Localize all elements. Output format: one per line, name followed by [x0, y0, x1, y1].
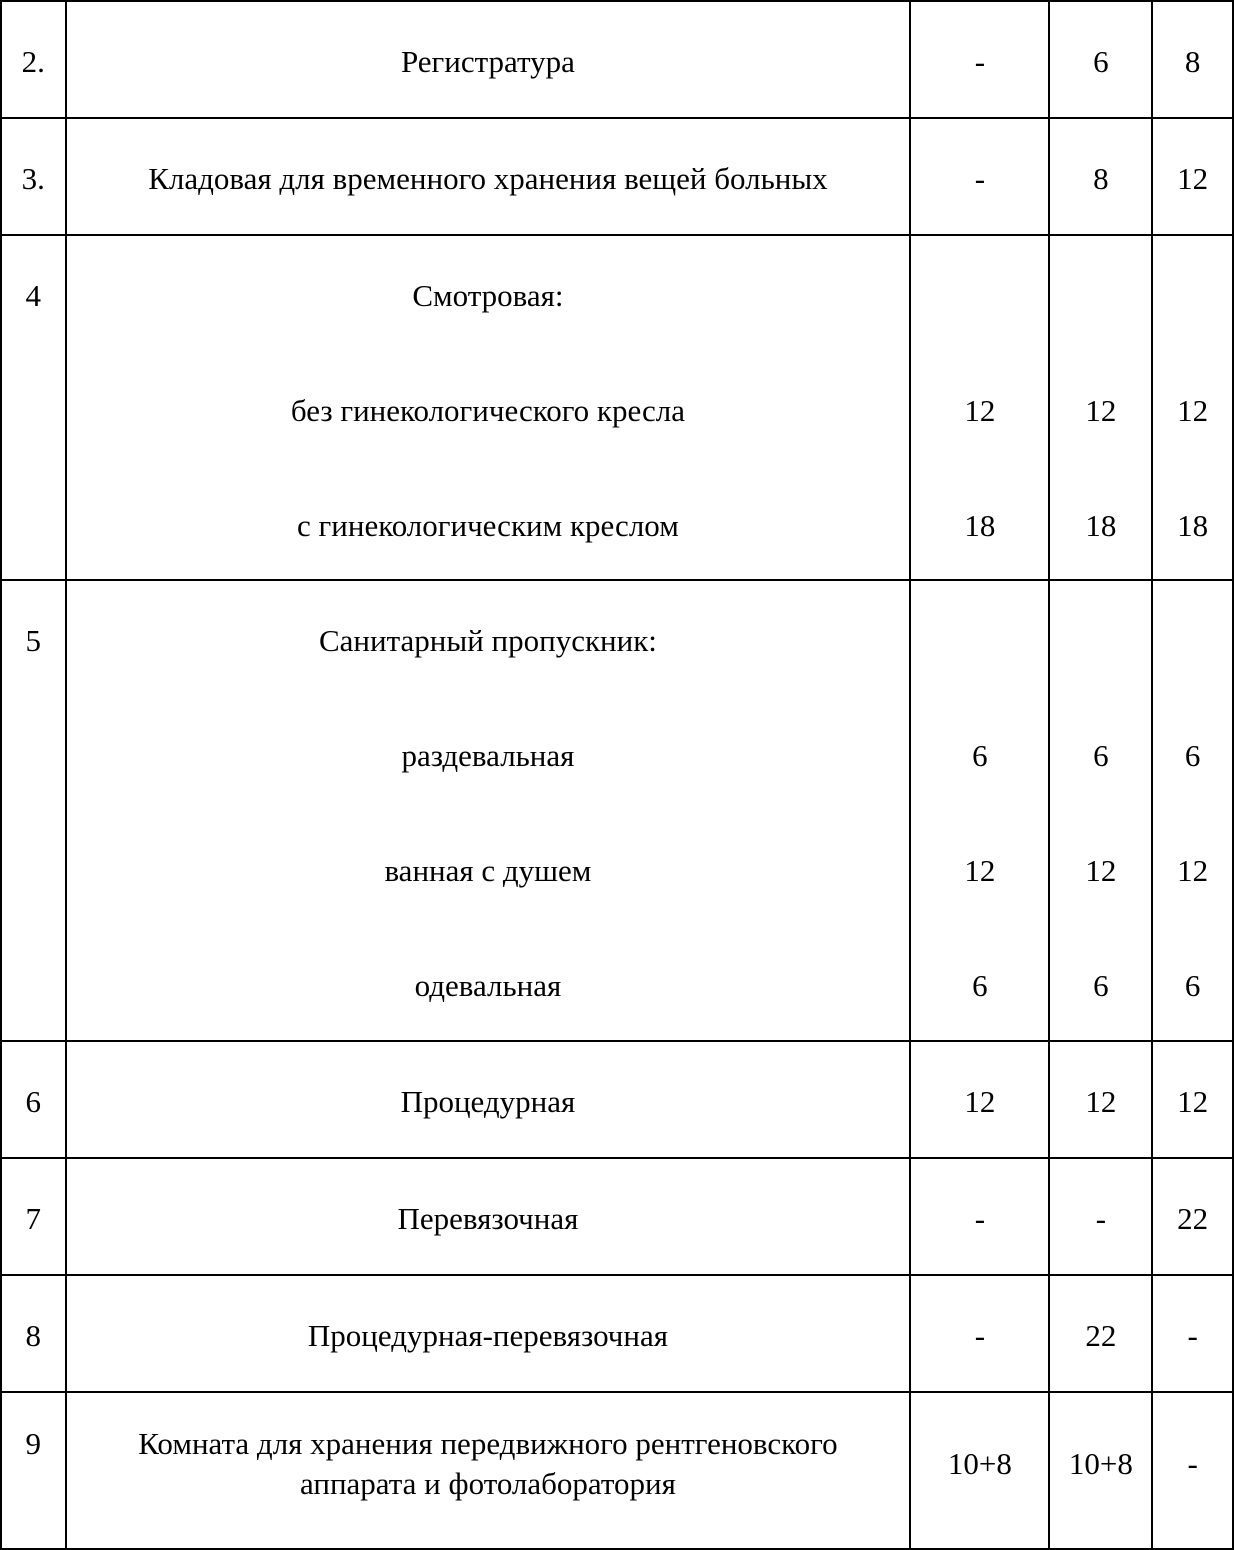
group-title: Санитарный пропускник: [318, 623, 657, 658]
room-name: Комната для хранения передвижного рентгеновского аппарата и фотолаборатория [66, 1392, 911, 1549]
value-col-3: - [1152, 1392, 1233, 1549]
row-number: 6 [1, 1041, 66, 1158]
value-col-1: - [910, 1, 1049, 118]
table-row [1, 235, 1233, 580]
table-row [1, 118, 1233, 235]
value-col-2: 12 [1049, 1041, 1152, 1158]
row-number: 3. [1, 118, 66, 235]
value-col-1: 12 18 [910, 235, 1049, 580]
value-col-2: 8 [1049, 118, 1152, 235]
room-name: Процедурная-перевязочная [66, 1275, 911, 1392]
room-name: Регистратура [66, 1, 911, 118]
value-col-3: 12 [1152, 118, 1233, 235]
room-name: Процедурная [66, 1041, 911, 1158]
row-number: 8 [1, 1275, 66, 1392]
table-row [1, 1275, 1233, 1392]
sub-item-name: раздевальная [401, 738, 575, 773]
value-col-3: 12 [1152, 1041, 1233, 1158]
table-row [1, 580, 1233, 1041]
row-number: 5 [1, 580, 66, 1041]
value-col-1: 10+8 [910, 1392, 1049, 1549]
value-col-1: 12 [910, 1041, 1049, 1158]
value-col-3: - [1152, 1275, 1233, 1392]
room-name [66, 235, 911, 580]
group-title: Смотровая: [412, 278, 564, 313]
value-col-1: - [910, 1275, 1049, 1392]
row-number: 4 [1, 235, 66, 580]
room-name: Перевязочная [66, 1158, 911, 1275]
value-col-2: 22 [1049, 1275, 1152, 1392]
value-col-2: 6 12 6 [1049, 580, 1152, 1041]
table-row [1, 1041, 1233, 1158]
value-col-3: 8 [1152, 1, 1233, 118]
table-row [1, 1392, 1233, 1549]
value-col-2: 12 18 [1049, 235, 1152, 580]
sub-item-name: без гинекологического кресла [290, 393, 686, 428]
value-col-1: - [910, 118, 1049, 235]
table-row [1, 1158, 1233, 1275]
value-col-1: 6 12 6 [910, 580, 1049, 1041]
sub-item-name: одевальная [414, 968, 562, 1003]
row-number: 9 [1, 1392, 66, 1549]
value-col-1: - [910, 1158, 1049, 1275]
room-name [66, 580, 911, 1041]
row-number: 7 [1, 1158, 66, 1275]
value-col-2: - [1049, 1158, 1152, 1275]
room-name: Кладовая для временного хранения вещей больных [66, 118, 911, 235]
sub-item-name: с гинекологическим креслом [297, 508, 679, 543]
table-row [1, 1, 1233, 118]
row-number: 2. [1, 1, 66, 118]
value-col-3: 6 12 6 [1152, 580, 1233, 1041]
value-col-2: 6 [1049, 1, 1152, 118]
value-col-2: 10+8 [1049, 1392, 1152, 1549]
sub-item-name: ванная с душем [384, 853, 592, 888]
value-col-3: 22 [1152, 1158, 1233, 1275]
value-col-3: 12 18 [1152, 235, 1233, 580]
